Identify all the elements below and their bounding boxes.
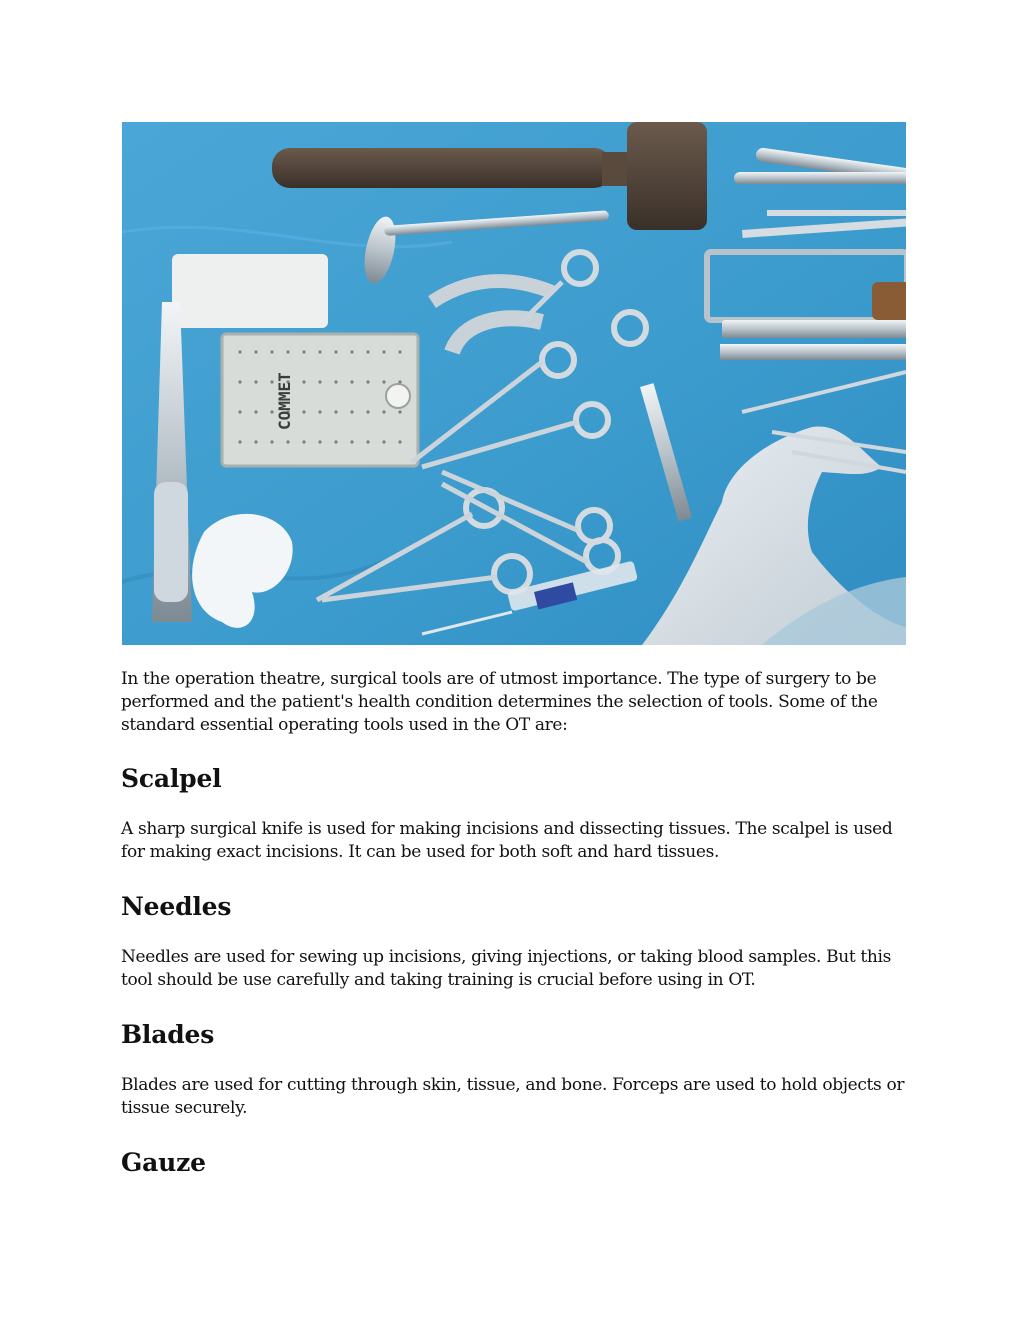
section-heading-scalpel: Scalpel: [121, 764, 222, 793]
section-body-needles: Needles are used for sewing up incisions, giving injections, or taking blood samples. But this tool should be use carefully and taking training is crucial before using in OT.: [121, 947, 891, 990]
article-body: [121, 668, 921, 1179]
tray-label: COMMET: [275, 372, 294, 430]
section-heading-gauze: Gauze: [121, 1148, 206, 1177]
section-heading-needles: Needles: [121, 892, 232, 921]
section-body-scalpel: A sharp surgical knife is used for making incisions and dissecting tissues. The scalpel is used for making exact incisions. It can be used for both soft and hard tissues.: [121, 819, 893, 862]
intro-paragraph: In the operation theatre, surgical tools are of utmost importance. The type of surgery to be performed and the patient's health condition determines the selection of tools. Some of the standard essential operating tools used in the OT are:: [121, 669, 878, 735]
surgical-tools-photo: [122, 122, 906, 645]
section-body-blades: Blades are used for cutting through skin, tissue, and bone. Forceps are used to hold objects or tissue securely.: [121, 1075, 905, 1118]
section-heading-blades: Blades: [121, 1020, 215, 1049]
